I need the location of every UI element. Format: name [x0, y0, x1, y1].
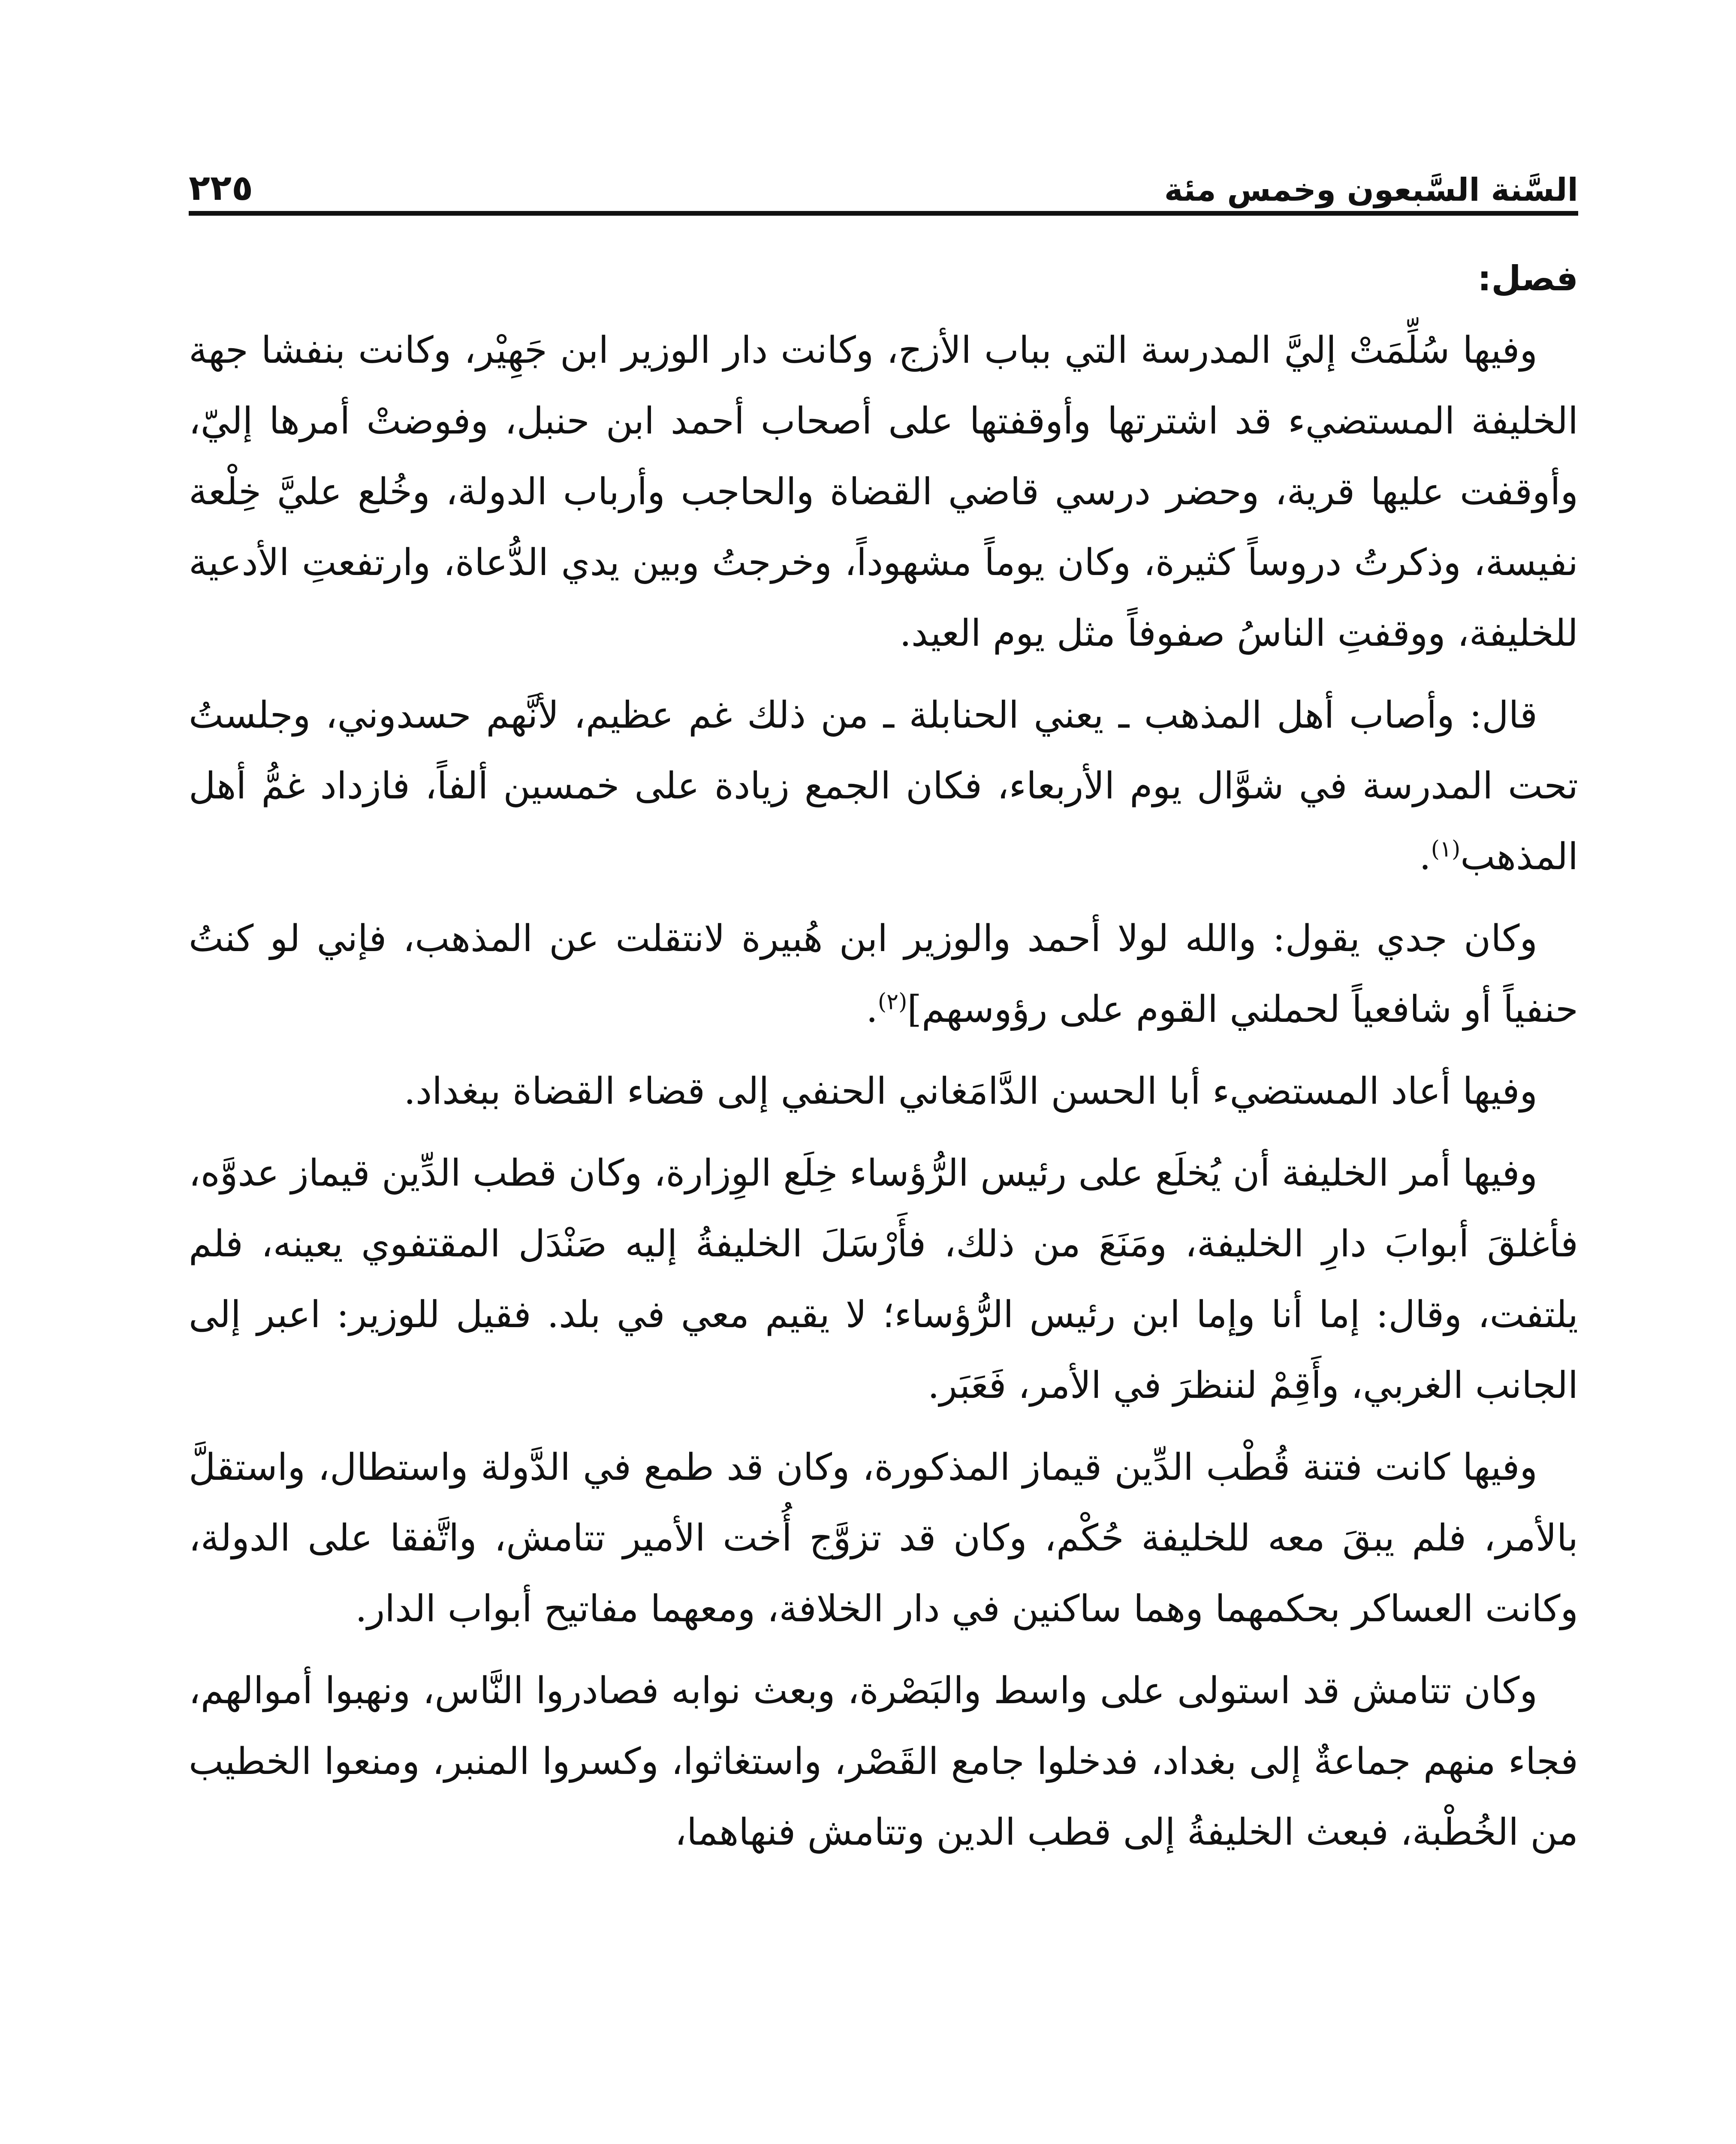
paragraph-2	[189, 680, 1578, 892]
paragraph-text: وكان جدي يقول: والله لولا أحمد والوزير ابن هُبيرة لانتقلت عن المذهب، فإني لو كنتُ حنفياً أو شافعياً لحملني القوم على رؤوسهم]	[189, 917, 1578, 1031]
paragraph-text: وفيها سُلِّمَتْ إليَّ المدرسة التي بباب الأزج، وكانت دار الوزير ابن جَهِيْر، وكانت بنفشا جهة الخليفة المستضيء قد اشترتها وأوقفتها على أصحاب أحمد ابن حنبل، وفوضتْ أمرها إليّ، وأوقفت عليها قرية، وحضر درسي قاضي القضاة والحاجب وأرباب الدولة، وخُلع عليَّ خِلْعة نفيسة، وذكرتُ دروساً كثيرة، وكان يوماً مشهوداً، وخرجتُ وبين يدي الدُّعاة، وارتفعتِ الأدعية للخليفة، ووقفتِ الناسُ صفوفاً مثل يوم العيد.	[189, 329, 1578, 655]
footnote-ref-2: (٢)	[877, 989, 907, 1015]
paragraph-4	[189, 1056, 1578, 1127]
main-text	[189, 247, 1578, 1879]
paragraph-6	[189, 1432, 1578, 1644]
paragraph-text: قال: وأصاب أهل المذهب ـ يعني الحنابلة ـ من ذلك غم عظيم، لأنَّهم حسدوني، وجلستُ تحت المدرسة في شوَّال يوم الأربعاء، فكان الجمع زيادة على خمسين ألفاً، فازداد غمُّ أهل المذهب	[189, 694, 1578, 878]
header-rule	[189, 211, 1578, 216]
paragraph-7	[189, 1656, 1578, 1868]
paragraph-1	[189, 315, 1578, 669]
section-heading: فصل:	[1477, 259, 1578, 298]
paragraph-text: وفيها كانت فتنة قُطْب الدِّين قيماز المذكورة، وكان قد طمع في الدَّولة واستطال، واستقلَّ بالأمر، فلم يبقَ معه للخليفة حُكْم، وكان قد تزوَّج أُخت الأمير تتامش، واتَّفقا على الدولة، وكانت العساكر بحكمهما وهما ساكنين في دار الخلافة، ومعهما مفاتيح أبواب الدار.	[189, 1446, 1578, 1630]
running-title: السَّنة السَّبعون وخمس مئة	[1164, 172, 1578, 208]
paragraph-text: وكان تتامش قد استولى على واسط والبَصْرة، وبعث نوابه فصادروا النَّاس، ونهبوا أموالهم، فجاء منهم جماعةٌ إلى بغداد، فدخلوا جامع القَصْر، واستغاثوا، وكسروا المنبر، ومنعوا الخطيب من الخُطْبة، فبعث الخليفةُ إلى قطب الدين وتتامش فنهاهما،	[189, 1669, 1578, 1854]
footnote-ref-1: (١)	[1431, 836, 1461, 862]
page-number: ٢٢٥	[189, 168, 253, 208]
paragraph-tail: .	[1419, 835, 1431, 878]
paragraph-text: وفيها أعاد المستضيء أبا الحسن الدَّامَغاني الحنفي إلى قضاء القضاة ببغداد.	[404, 1070, 1537, 1113]
paragraph-text: وفيها أمر الخليفة أن يُخلَع على رئيس الرُّؤساء خِلَع الوِزارة، وكان قطب الدِّين قيماز عدوَّه، فأغلقَ أبوابَ دارِ الخليفة، ومَنَعَ من ذلك، فأَرْسَلَ الخليفةُ إليه صَنْدَل المقتفوي يعينه، فلم يلتفت، وقال: إما أنا وإما ابن رئيس الرُّؤساء؛ لا يقيم معي في بلد. فقيل للوزير: اعبر إلى الجانب الغربي، وأَقِمْ لننظرَ في الأمر، فَعَبَر.	[189, 1152, 1578, 1407]
paragraph-5	[189, 1138, 1578, 1421]
page-header	[189, 142, 1578, 206]
paragraph-tail: .	[866, 988, 878, 1031]
paragraph-3	[189, 903, 1578, 1045]
